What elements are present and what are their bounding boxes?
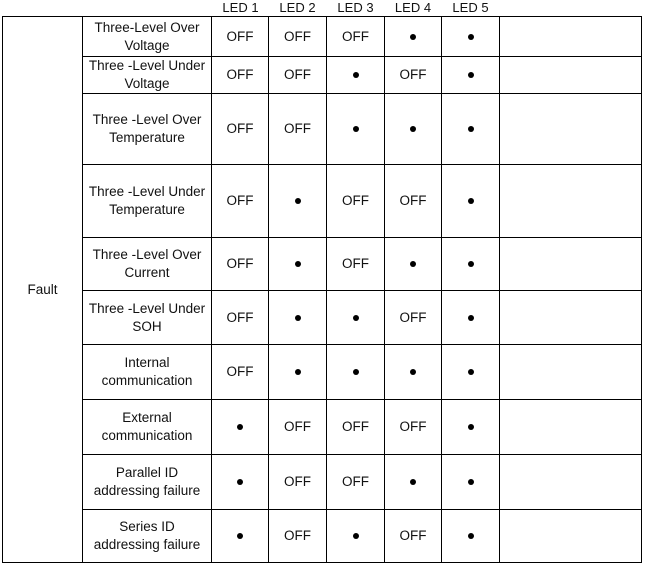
led-off-text: OFF (342, 256, 369, 271)
led-off-text: OFF (399, 309, 427, 325)
fault-description-line: Voltage (124, 76, 170, 91)
led-1-state-cell (212, 57, 269, 94)
led-off-text: OFF (284, 121, 311, 136)
empty-cell (500, 17, 642, 57)
fault-description-line: SOH (132, 318, 162, 334)
led-off-text: OFF (284, 528, 311, 543)
led-on-dot (410, 261, 416, 267)
header-led-1: LED 1 (222, 0, 259, 15)
led-3-state-cell (327, 291, 385, 345)
led-4-state-cell (385, 238, 442, 291)
table-row (3, 238, 642, 291)
fault-description-cell (83, 345, 212, 400)
led-on-dot (468, 198, 474, 204)
led-1-state-cell (212, 510, 269, 563)
led-off-text: OFF (284, 28, 311, 44)
led-1-state-cell (212, 400, 269, 455)
led-on-dot (410, 369, 416, 375)
led-off-text: OFF (284, 67, 311, 82)
led-off-text: OFF (399, 193, 427, 208)
led-on-dot (237, 479, 243, 485)
category-label: Fault (27, 281, 58, 297)
fault-description-line: Temperature (109, 130, 185, 145)
led-on-dot (410, 34, 416, 40)
fault-description-cell (83, 238, 212, 291)
led-on-dot (468, 34, 474, 40)
fault-description-cell (83, 17, 212, 57)
led-off-text: OFF (399, 67, 427, 82)
led-2-state-cell (269, 94, 327, 165)
led-4-state-cell (385, 345, 442, 400)
led-on-dot (410, 126, 416, 132)
led-3-state-cell (327, 510, 385, 563)
fault-description-line: Series ID (119, 519, 175, 534)
led-2-state-cell (269, 57, 327, 94)
led-1-state-cell (212, 291, 269, 345)
fault-description-line: Three-Level Over (94, 19, 200, 35)
led-on-dot (468, 533, 474, 539)
led-5-state-cell (442, 455, 500, 510)
table-row (3, 400, 642, 455)
fault-description-line: External (122, 410, 172, 425)
led-on-dot (468, 315, 474, 321)
table-row (3, 510, 642, 563)
led-on-dot (353, 315, 359, 321)
empty-cell (500, 400, 642, 455)
led-on-dot (468, 424, 474, 430)
empty-cell (500, 455, 642, 510)
led-2-state-cell (269, 291, 327, 345)
fault-description-line: addressing failure (93, 483, 201, 498)
led-2-state-cell (269, 17, 327, 57)
led-on-dot (410, 479, 416, 485)
fault-description-line: Three -Level Under (88, 58, 206, 73)
table-row (3, 291, 642, 345)
led-1-state-cell (212, 17, 269, 57)
fault-description-cell (83, 291, 212, 345)
led-4-state-cell (385, 17, 442, 57)
led-on-dot (353, 72, 359, 78)
led-off-text: OFF (342, 193, 369, 208)
led-off-text: OFF (226, 121, 254, 136)
fault-description-line: Voltage (124, 37, 170, 53)
led-2-state-cell (269, 510, 327, 563)
led-4-state-cell (385, 291, 442, 345)
led-5-state-cell (442, 400, 500, 455)
led-on-dot (353, 369, 359, 375)
empty-cell (500, 510, 642, 563)
table-row (3, 165, 642, 238)
led-off-text: OFF (399, 419, 427, 434)
led-3-state-cell (327, 400, 385, 455)
fault-description-cell (83, 400, 212, 455)
led-4-state-cell (385, 510, 442, 563)
led-off-text: OFF (226, 364, 254, 379)
led-off-text: OFF (226, 28, 254, 44)
header-led-3: LED 3 (337, 0, 374, 15)
fault-description-cell (83, 510, 212, 563)
led-1-state-cell (212, 345, 269, 400)
empty-cell (500, 345, 642, 400)
table-row (3, 57, 642, 94)
empty-cell (500, 238, 642, 291)
led-off-text: OFF (226, 309, 254, 325)
led-off-text: OFF (342, 474, 369, 489)
led-1-state-cell (212, 238, 269, 291)
fault-description-line: Three -Level Under (88, 300, 206, 316)
led-off-text: OFF (284, 474, 311, 489)
led-3-state-cell (327, 345, 385, 400)
fault-description-cell (83, 455, 212, 510)
led-1-state-cell (212, 165, 269, 238)
led-on-dot (468, 479, 474, 485)
fault-description-line: Three -Level Over (92, 247, 202, 262)
led-5-state-cell (442, 238, 500, 291)
led-2-state-cell (269, 400, 327, 455)
led-5-state-cell (442, 57, 500, 94)
led-2-state-cell (269, 345, 327, 400)
led-on-dot (468, 369, 474, 375)
fault-description-line: communication (101, 428, 193, 443)
header-led-5: LED 5 (452, 0, 489, 15)
led-on-dot (468, 72, 474, 78)
led-5-state-cell (442, 345, 500, 400)
category-cell (3, 17, 83, 563)
led-on-dot (468, 126, 474, 132)
led-off-text: OFF (342, 28, 369, 44)
fault-description-cell (83, 94, 212, 165)
table-row (3, 345, 642, 400)
empty-cell (500, 94, 642, 165)
empty-cell (500, 57, 642, 94)
led-5-state-cell (442, 165, 500, 238)
table-row (3, 94, 642, 165)
led-on-dot (237, 533, 243, 539)
table-row (3, 455, 642, 510)
empty-cell (500, 165, 642, 238)
led-4-state-cell (385, 455, 442, 510)
led-off-text: OFF (342, 419, 369, 434)
led-3-state-cell (327, 57, 385, 94)
led-on-dot (237, 424, 243, 430)
led-on-dot (295, 198, 301, 204)
led-on-dot (468, 261, 474, 267)
fault-description-line: Temperature (109, 202, 185, 217)
led-off-text: OFF (399, 528, 427, 543)
fault-description-line: Current (124, 265, 170, 280)
led-3-state-cell (327, 455, 385, 510)
led-on-dot (353, 126, 359, 132)
led-on-dot (295, 315, 301, 321)
led-4-state-cell (385, 94, 442, 165)
led-3-state-cell (327, 94, 385, 165)
led-5-state-cell (442, 291, 500, 345)
fault-description-line: Three -Level Over (92, 112, 202, 127)
led-1-state-cell (212, 94, 269, 165)
led-4-state-cell (385, 57, 442, 94)
led-2-state-cell (269, 165, 327, 238)
table-row (3, 17, 642, 57)
fault-description-line: addressing failure (93, 537, 201, 552)
led-1-state-cell (212, 455, 269, 510)
led-fault-table (2, 16, 642, 563)
led-4-state-cell (385, 400, 442, 455)
led-5-state-cell (442, 510, 500, 563)
led-off-text: OFF (226, 67, 254, 82)
empty-cell (500, 291, 642, 345)
fault-description-cell (83, 57, 212, 94)
led-3-state-cell (327, 238, 385, 291)
led-5-state-cell (442, 94, 500, 165)
led-on-dot (295, 261, 301, 267)
led-2-state-cell (269, 455, 327, 510)
led-on-dot (353, 533, 359, 539)
led-2-state-cell (269, 238, 327, 291)
fault-description-cell (83, 165, 212, 238)
led-5-state-cell (442, 17, 500, 57)
led-on-dot (295, 369, 301, 375)
led-off-text: OFF (226, 193, 254, 208)
fault-description-line: Parallel ID (115, 465, 179, 480)
led-off-text: OFF (226, 256, 254, 271)
fault-description-line: Three -Level Under (88, 184, 206, 199)
table-body (3, 17, 642, 563)
header-led-4: LED 4 (394, 0, 432, 15)
fault-description-line: Internal (124, 355, 170, 370)
led-3-state-cell (327, 17, 385, 57)
led-4-state-cell (385, 165, 442, 238)
led-3-state-cell (327, 165, 385, 238)
header-led-2: LED 2 (279, 0, 316, 15)
led-off-text: OFF (284, 419, 311, 434)
fault-description-line: communication (101, 373, 193, 388)
